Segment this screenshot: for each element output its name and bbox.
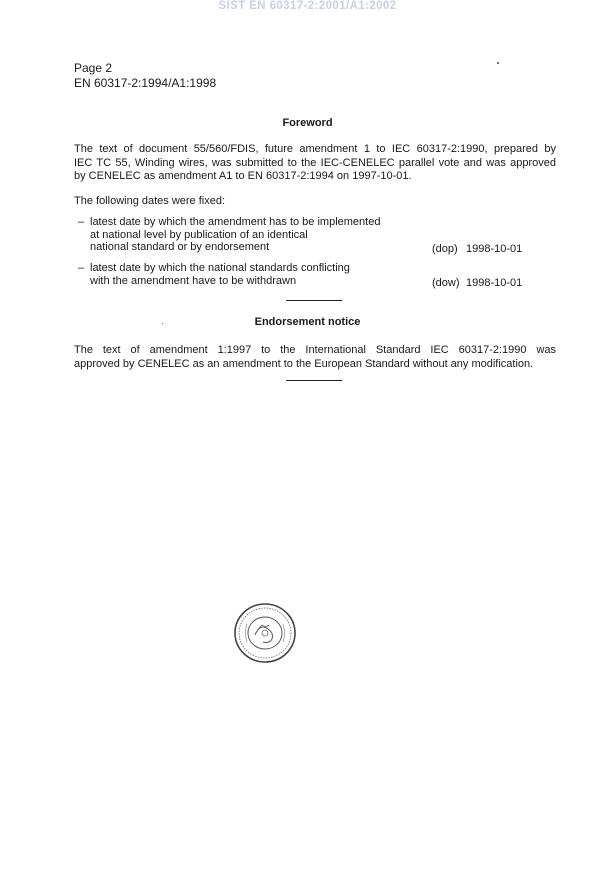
date-item-line: latest date by which the national standards conflicting (90, 262, 350, 274)
date-item-line: national standard or by endorsement (90, 241, 270, 253)
date-code-dop: (dop) (432, 243, 458, 255)
date-item-text (90, 262, 350, 287)
section-divider (286, 380, 342, 381)
date-value-dow: 1998-10-01 (466, 277, 523, 289)
foreword-title: Foreword (282, 117, 333, 129)
standard-reference: EN 60317-2:1994/A1:1998 (74, 76, 217, 90)
dates-intro: The following dates were fixed: (74, 195, 226, 207)
foreword-line: IEC TC 55, Winding wires, was submitted to the IEC-CENELEC parallel vote and was approved (74, 156, 556, 169)
date-code-dow: (dow) (432, 277, 460, 289)
page-header (74, 61, 216, 91)
endorsement-line: approved by CENELEC as an amendment to the European Standard without any modification. (74, 357, 534, 370)
list-dash: – (78, 262, 85, 274)
endorsement-line: The text of amendment 1:1997 to the International Standard IEC 60317-2:1990 was (74, 344, 556, 356)
date-item-text (90, 216, 380, 254)
page-number: Page 2 (74, 61, 113, 75)
date-item-line: at national level by publication of an identical (90, 228, 308, 241)
section-divider (286, 300, 342, 301)
list-dash: – (78, 216, 85, 228)
date-value-dop: 1998-10-01 (466, 243, 523, 255)
watermark: SIST EN 60317-2:2001/A1:2002 (218, 0, 397, 12)
date-item-line: latest date by which the amendment has to be implemented (90, 216, 381, 228)
endorsement-paragraph (74, 344, 556, 371)
scan-speck (497, 62, 499, 64)
scan-speck (162, 323, 163, 324)
foreword-line: The text of document 55/560/FDIS, future amendment 1 to IEC 60317-2:1990, prepared by (74, 143, 556, 155)
endorsement-title: Endorsement notice (254, 316, 361, 328)
foreword-line: by CENELEC as amendment A1 to EN 60317-2:1994 on 1997-10-01. (74, 170, 412, 182)
date-item-line: with the amendment have to be withdrawn (90, 274, 297, 287)
foreword-paragraph (74, 143, 556, 184)
circular-seal-icon (233, 602, 297, 669)
